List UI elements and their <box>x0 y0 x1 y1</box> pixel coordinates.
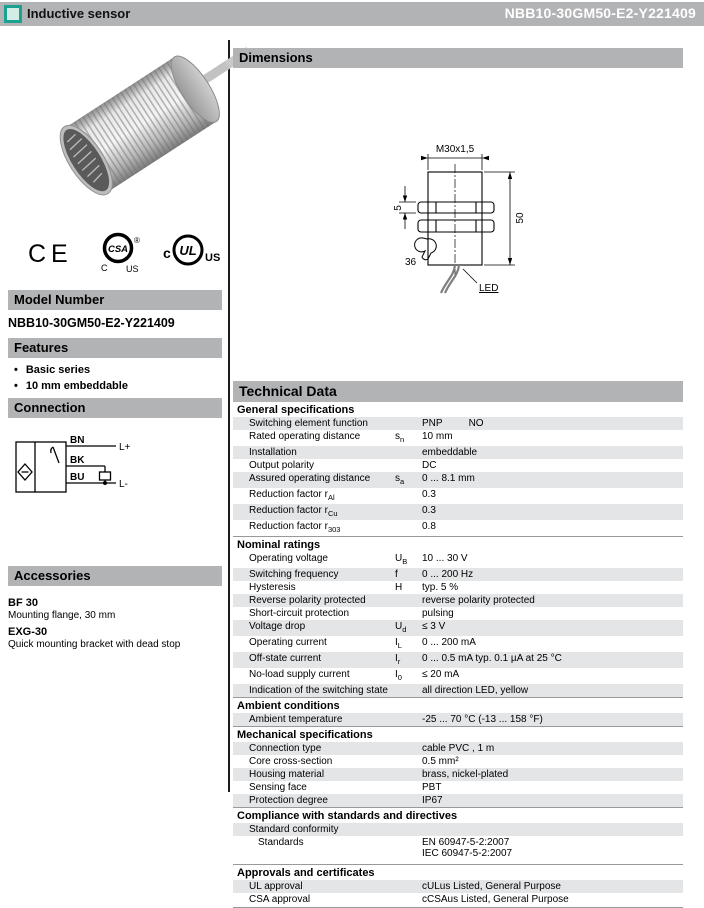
spec-label: Core cross-section <box>249 756 333 767</box>
dim-thread-label: M30x1,5 <box>435 144 475 155</box>
spec-row <box>233 594 683 607</box>
terminal-label-lminus: L- <box>119 479 128 490</box>
spec-label: CSA approval <box>249 894 311 905</box>
spec-value: brass, nickel-plated <box>422 769 509 780</box>
spec-label: Hysteresis <box>249 582 296 593</box>
ul-logo-icon <box>163 236 220 264</box>
spec-row <box>233 768 683 781</box>
spec-label: No-load supply current <box>249 669 350 680</box>
model-number-section-header: Model Number <box>8 290 222 310</box>
spec-row <box>233 684 683 697</box>
accessory-desc: Quick mounting bracket with dead stop <box>8 639 181 650</box>
spec-value: embeddable <box>422 447 478 458</box>
spec-label: Standards <box>258 837 304 848</box>
spec-label: Output polarity <box>249 460 315 471</box>
svg-text:c: c <box>163 245 171 261</box>
spec-value: -25 ... 70 °C (-13 ... 158 °F) <box>422 714 543 725</box>
spec-label: Reduction factor $r_{303}$ <box>249 521 341 534</box>
spec-value: 0.8 <box>422 521 436 532</box>
svg-text:CSA: CSA <box>107 244 129 255</box>
spec-row <box>233 755 683 768</box>
wire-label-bn: BN <box>70 435 85 446</box>
spec-symbol: $I_r$ <box>395 653 401 666</box>
spec-value: 0 ... 8.1 mm <box>422 473 475 484</box>
connection-diagram <box>8 432 222 512</box>
spec-label: Connection type <box>249 743 322 754</box>
spec-label: Operating voltage <box>249 553 328 564</box>
dimension-drawing <box>233 128 683 313</box>
spec-row <box>233 446 683 459</box>
spec-row <box>233 459 683 472</box>
model-number-value: NBB10-30GM50-E2-Y221409 <box>8 316 175 330</box>
spec-symbol: f <box>395 569 398 580</box>
spec-label: Assured operating distance <box>249 473 371 484</box>
spec-row <box>233 504 683 520</box>
product-type-title: Inductive sensor <box>27 6 131 21</box>
spec-value: PNP NO <box>422 418 484 429</box>
header-model-number: NBB10-30GM50-E2-Y221409 <box>504 5 696 21</box>
spec-section-header: Compliance with standards and directives <box>233 807 683 823</box>
spec-section-header: Approvals and certificates <box>233 864 683 880</box>
spec-row <box>233 581 683 594</box>
spec-value: PBT <box>422 782 442 793</box>
spec-value: 0.3 <box>422 489 436 500</box>
spec-value: EN 60947-5-2:2007 IEC 60947-5-2:2007 <box>422 837 513 859</box>
terminal-label-lplus: L+ <box>119 442 131 453</box>
spec-value: ≤ 3 V <box>422 621 446 632</box>
feature-item: • 10 mm embeddable <box>8 380 128 392</box>
wrench-icon <box>415 238 437 260</box>
spec-label: Off-state current <box>249 653 322 664</box>
spec-row <box>233 430 683 446</box>
spec-label: Housing material <box>249 769 325 780</box>
spec-label: Reduction factor $r_{Al}$ <box>249 489 335 502</box>
spec-value: reverse polarity protected <box>422 595 535 606</box>
spec-label: Protection degree <box>249 795 328 806</box>
dimensions-section-header: Dimensions <box>233 48 683 68</box>
spec-section-header: Nominal ratings <box>233 536 683 552</box>
spec-value: ≤ 20 mA <box>422 669 460 680</box>
spec-label: Switching element function <box>249 418 368 429</box>
spec-symbol: $I_L$ <box>395 637 402 650</box>
spec-value: IP67 <box>422 795 443 806</box>
spec-value: cCSAus Listed, General Purpose <box>422 894 569 905</box>
dim-wrench-label: 36 <box>405 257 417 268</box>
spec-row <box>233 552 683 568</box>
spec-label: Reverse polarity protected <box>249 595 366 606</box>
spec-label: Switching frequency <box>249 569 339 580</box>
spec-symbol: $s_n$ <box>395 431 405 444</box>
spec-label: Short-circuit protection <box>249 608 350 619</box>
spec-section-header: Mechanical specifications <box>233 726 683 742</box>
spec-label: Operating current <box>249 637 327 648</box>
svg-text:C: C <box>101 263 108 273</box>
spec-label: Installation <box>249 447 297 458</box>
technical-data-title: Technical Data <box>233 381 683 402</box>
spec-row <box>233 417 683 430</box>
spec-value: DC <box>422 460 437 471</box>
spec-value: 0 ... 200 mA <box>422 637 476 648</box>
svg-text:US: US <box>126 264 139 274</box>
spec-value: 0 ... 200 Hz <box>422 569 474 580</box>
accessory-desc: Mounting flange, 30 mm <box>8 610 116 621</box>
svg-text:®: ® <box>134 236 140 245</box>
spec-label: Indication of the switching state <box>249 685 388 696</box>
wire-label-bk: BK <box>70 455 85 466</box>
spec-section-header: General specifications <box>237 404 355 416</box>
certification-logos <box>8 232 222 274</box>
spec-row <box>233 893 683 906</box>
spec-row <box>233 520 683 536</box>
spec-row <box>233 620 683 636</box>
spec-value: 0 ... 0.5 mA typ. 0.1 µA at 25 °C <box>422 653 562 664</box>
spec-row <box>233 713 683 726</box>
spec-symbol: $U_d$ <box>395 621 407 634</box>
svg-text:UL: UL <box>179 243 197 258</box>
ce-mark-icon: CE <box>28 240 73 268</box>
product-photo <box>8 46 222 228</box>
features-section-header: Features <box>8 338 222 358</box>
connection-section-header: Connection <box>8 398 222 418</box>
spec-label: Standard conformity <box>249 824 339 835</box>
spec-value: pulsing <box>422 608 454 619</box>
spec-row <box>233 781 683 794</box>
spec-row <box>233 836 683 860</box>
feature-item: • Basic series <box>8 364 128 376</box>
spec-row <box>233 652 683 668</box>
spec-value: typ. 5 % <box>422 582 459 593</box>
spec-label: Voltage drop <box>249 621 306 632</box>
spec-symbol: $s_a$ <box>395 473 405 486</box>
spec-value: 10 ... 30 V <box>422 553 468 564</box>
spec-label: Sensing face <box>249 782 307 793</box>
spec-row <box>233 880 683 893</box>
column-divider <box>228 40 230 792</box>
svg-text:US: US <box>205 252 221 264</box>
spec-symbol: $I_0$ <box>395 669 402 682</box>
spec-row <box>233 742 683 755</box>
spec-section-header: Ambient conditions <box>233 697 683 713</box>
technical-data-table <box>233 402 683 906</box>
spec-label: Rated operating distance <box>249 431 361 442</box>
accessories-section-header: Accessories <box>8 566 222 586</box>
wire-label-bu: BU <box>70 472 85 483</box>
spec-value: cULus Listed, General Purpose <box>422 881 561 892</box>
accessories-list <box>8 592 220 650</box>
technical-data <box>233 381 683 908</box>
spec-label: Ambient temperature <box>249 714 343 725</box>
spec-value: cable PVC , 1 m <box>422 743 495 754</box>
spec-label: Reduction factor $r_{Cu}$ <box>249 505 338 518</box>
spec-symbol: $U_B$ <box>395 553 408 566</box>
features-list <box>8 364 128 396</box>
spec-row <box>233 472 683 488</box>
dim-led-label: LED <box>479 283 499 294</box>
spec-row <box>233 668 683 684</box>
spec-row <box>233 607 683 620</box>
spec-row <box>233 488 683 504</box>
spec-row <box>233 823 683 836</box>
dim-nut-label: 5 <box>393 205 404 211</box>
cable-line <box>441 265 459 293</box>
accessory-name: EXG-30 <box>8 626 48 638</box>
spec-value: 0.5 mm² <box>422 756 459 767</box>
spec-value: 10 mm <box>422 431 453 442</box>
spec-row <box>233 636 683 652</box>
spec-row <box>233 568 683 581</box>
dim-length-label: 50 <box>515 212 526 224</box>
spec-row <box>233 794 683 807</box>
csa-logo-icon <box>101 235 140 275</box>
spec-symbol: H <box>395 582 403 593</box>
spec-value: all direction LED, yellow <box>422 685 529 696</box>
spec-value: 0.3 <box>422 505 436 516</box>
brand-square-icon <box>4 5 22 23</box>
accessory-name: BF 30 <box>8 597 38 609</box>
header-bar <box>0 2 704 26</box>
spec-label: UL approval <box>249 881 303 892</box>
